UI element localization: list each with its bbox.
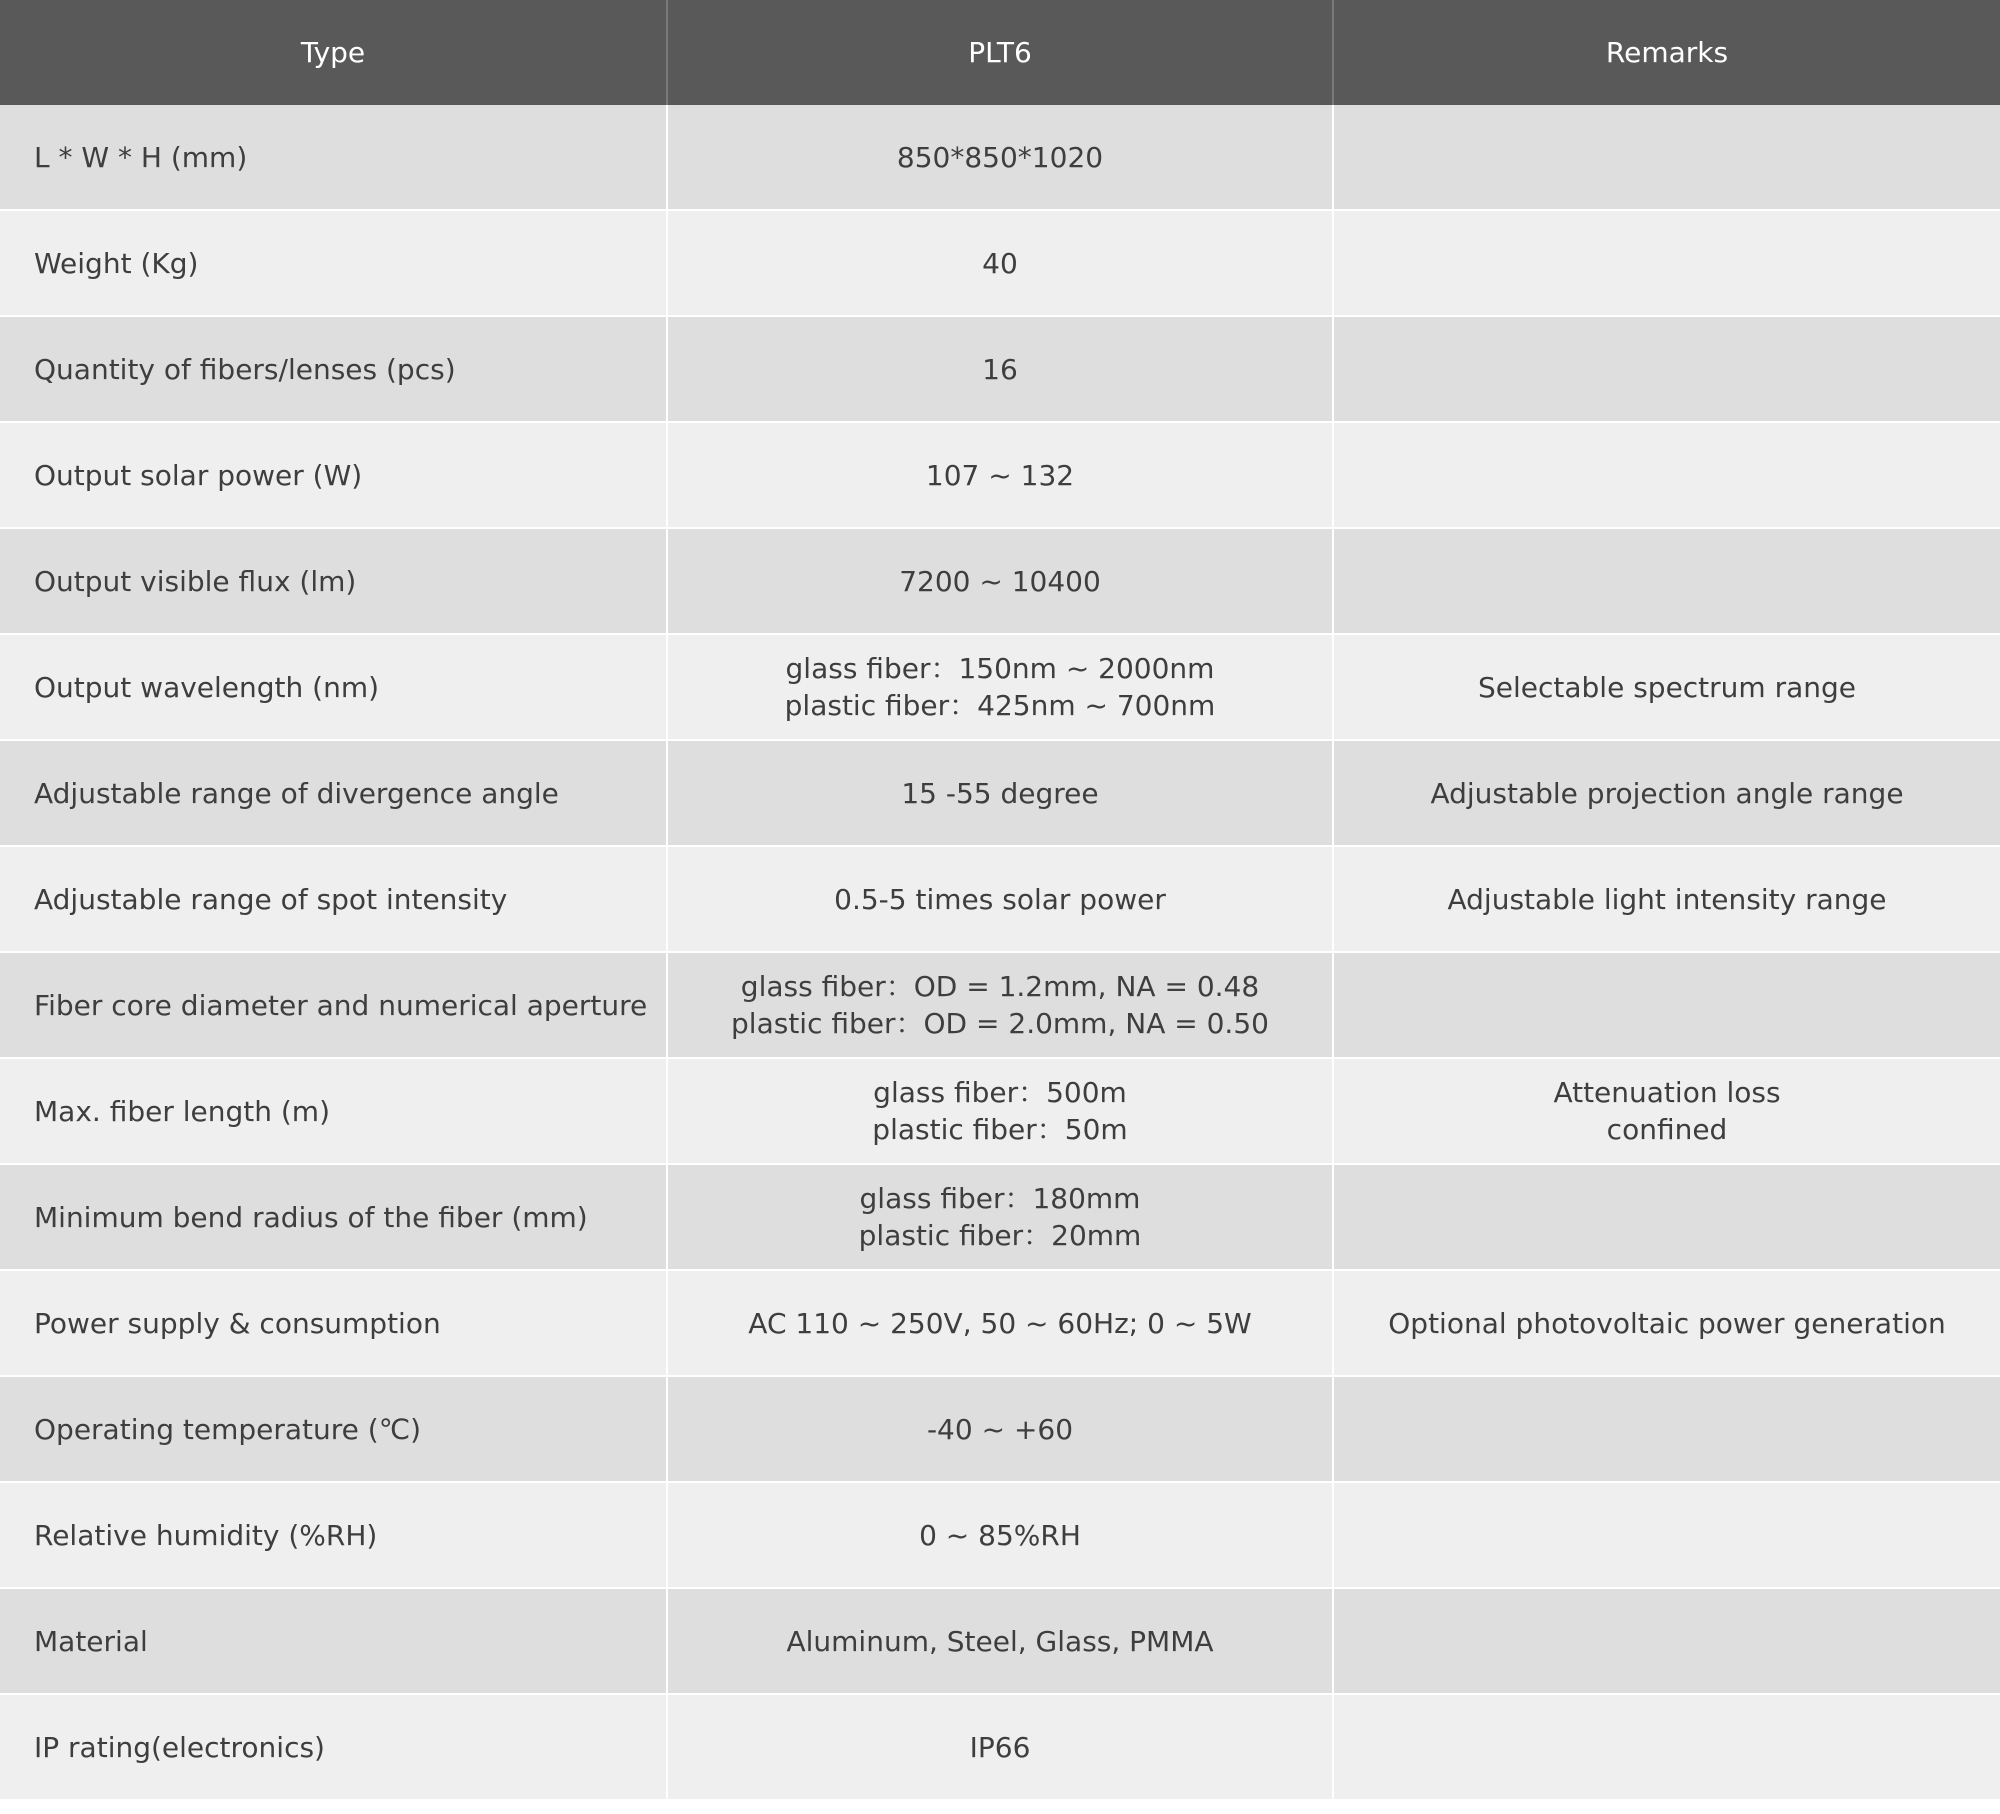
- remark-line: Adjustable projection angle range: [1430, 776, 1904, 810]
- remark-cell: [1333, 210, 2000, 316]
- value-line: 40: [982, 246, 1018, 280]
- remark-cell: [1333, 1694, 2000, 1800]
- value-line: plastic fiber：20mm: [858, 1219, 1142, 1252]
- table-row: [0, 1270, 2000, 1376]
- value-line: plastic fiber：50m: [872, 1113, 1128, 1146]
- value-cell: [667, 634, 1333, 740]
- value-line: 16: [982, 352, 1018, 386]
- remark-cell: [1333, 952, 2000, 1058]
- value-line: 0 ~ 85%RH: [919, 1518, 1081, 1552]
- remark-line: Optional photovoltaic power generation: [1388, 1306, 1946, 1340]
- table-row: [0, 316, 2000, 422]
- header-type: Type: [0, 0, 667, 105]
- table-row: [0, 1164, 2000, 1270]
- value-cell: [667, 210, 1333, 316]
- remark-cell: [1333, 422, 2000, 528]
- value-line: plastic fiber：425nm ~ 700nm: [784, 689, 1216, 722]
- remark-cell: [1333, 528, 2000, 634]
- param-cell: Quantity of fibers/lenses (pcs): [0, 316, 667, 422]
- remark-cell: [1333, 740, 2000, 846]
- value-cell: [667, 1588, 1333, 1694]
- remark-line: confined: [1606, 1113, 1728, 1146]
- param-cell: Power supply & consumption: [0, 1270, 667, 1376]
- param-cell: IP rating(electronics): [0, 1694, 667, 1800]
- remark-line: Selectable spectrum range: [1477, 670, 1857, 704]
- value-line: Aluminum, Steel, Glass, PMMA: [786, 1624, 1214, 1658]
- table-row: [0, 740, 2000, 846]
- remark-line: Adjustable light intensity range: [1447, 882, 1887, 916]
- param-cell: L * W * H (mm): [0, 105, 667, 210]
- remark-cell: [1333, 634, 2000, 740]
- param-cell: Fiber core diameter and numerical aperture: [0, 952, 667, 1058]
- value-line: 7200 ~ 10400: [899, 564, 1101, 598]
- param-cell: Relative humidity (%RH): [0, 1482, 667, 1588]
- param-cell: Adjustable range of divergence angle: [0, 740, 667, 846]
- param-cell: Weight (Kg): [0, 210, 667, 316]
- value-line: -40 ~ +60: [926, 1412, 1074, 1446]
- param-cell: Output solar power (W): [0, 422, 667, 528]
- value-line: IP66: [969, 1730, 1031, 1764]
- remark-cell: [1333, 1270, 2000, 1376]
- value-line: 107 ~ 132: [925, 458, 1075, 492]
- param-cell: Material: [0, 1588, 667, 1694]
- table-row: [0, 1058, 2000, 1164]
- value-cell: [667, 952, 1333, 1058]
- table-row: [0, 105, 2000, 210]
- table-body: [0, 105, 2000, 1800]
- value-cell: [667, 1270, 1333, 1376]
- value-cell: [667, 1164, 1333, 1270]
- table-row: [0, 1694, 2000, 1800]
- value-line: glass fiber：150nm ~ 2000nm: [785, 652, 1215, 685]
- table-row: [0, 1376, 2000, 1482]
- table-row: [0, 1588, 2000, 1694]
- table-row: [0, 210, 2000, 316]
- value-line: 0.5-5 times solar power: [834, 882, 1166, 916]
- value-cell: [667, 1058, 1333, 1164]
- remark-cell: [1333, 105, 2000, 210]
- header-model: PLT6: [667, 0, 1333, 105]
- value-cell: [667, 422, 1333, 528]
- remark-cell: [1333, 1376, 2000, 1482]
- value-cell: [667, 846, 1333, 952]
- value-cell: [667, 740, 1333, 846]
- value-line: AC 110 ~ 250V, 50 ~ 60Hz; 0 ~ 5W: [748, 1306, 1252, 1340]
- header-remarks: Remarks: [1333, 0, 2000, 105]
- param-cell: Output wavelength (nm): [0, 634, 667, 740]
- value-cell: [667, 105, 1333, 210]
- value-cell: [667, 1376, 1333, 1482]
- value-line: plastic fiber：OD = 2.0mm, NA = 0.50: [731, 1007, 1269, 1040]
- remark-line: Attenuation loss: [1553, 1076, 1781, 1109]
- table-row: [0, 1482, 2000, 1588]
- value-cell: [667, 528, 1333, 634]
- value-line: glass fiber：180mm: [859, 1182, 1141, 1215]
- remark-cell: [1333, 316, 2000, 422]
- param-cell: Operating temperature (℃): [0, 1376, 667, 1482]
- value-cell: [667, 1482, 1333, 1588]
- param-cell: Output visible flux (lm): [0, 528, 667, 634]
- remark-cell: [1333, 1482, 2000, 1588]
- value-line: glass fiber：OD = 1.2mm, NA = 0.48: [740, 970, 1260, 1003]
- table-row: [0, 952, 2000, 1058]
- table-header-row: [0, 0, 2000, 105]
- param-cell: Max. fiber length (m): [0, 1058, 667, 1164]
- remark-cell: [1333, 846, 2000, 952]
- value-line: 850*850*1020: [896, 140, 1104, 174]
- remark-cell: [1333, 1164, 2000, 1270]
- value-line: 15 -55 degree: [901, 776, 1099, 810]
- table-row: [0, 634, 2000, 740]
- remark-cell: [1333, 1058, 2000, 1164]
- table-row: [0, 528, 2000, 634]
- table-row: [0, 422, 2000, 528]
- param-cell: Minimum bend radius of the fiber (mm): [0, 1164, 667, 1270]
- param-cell: Adjustable range of spot intensity: [0, 846, 667, 952]
- table-row: [0, 846, 2000, 952]
- value-cell: [667, 316, 1333, 422]
- value-cell: [667, 1694, 1333, 1800]
- remark-cell: [1333, 1588, 2000, 1694]
- value-line: glass fiber：500m: [873, 1076, 1127, 1109]
